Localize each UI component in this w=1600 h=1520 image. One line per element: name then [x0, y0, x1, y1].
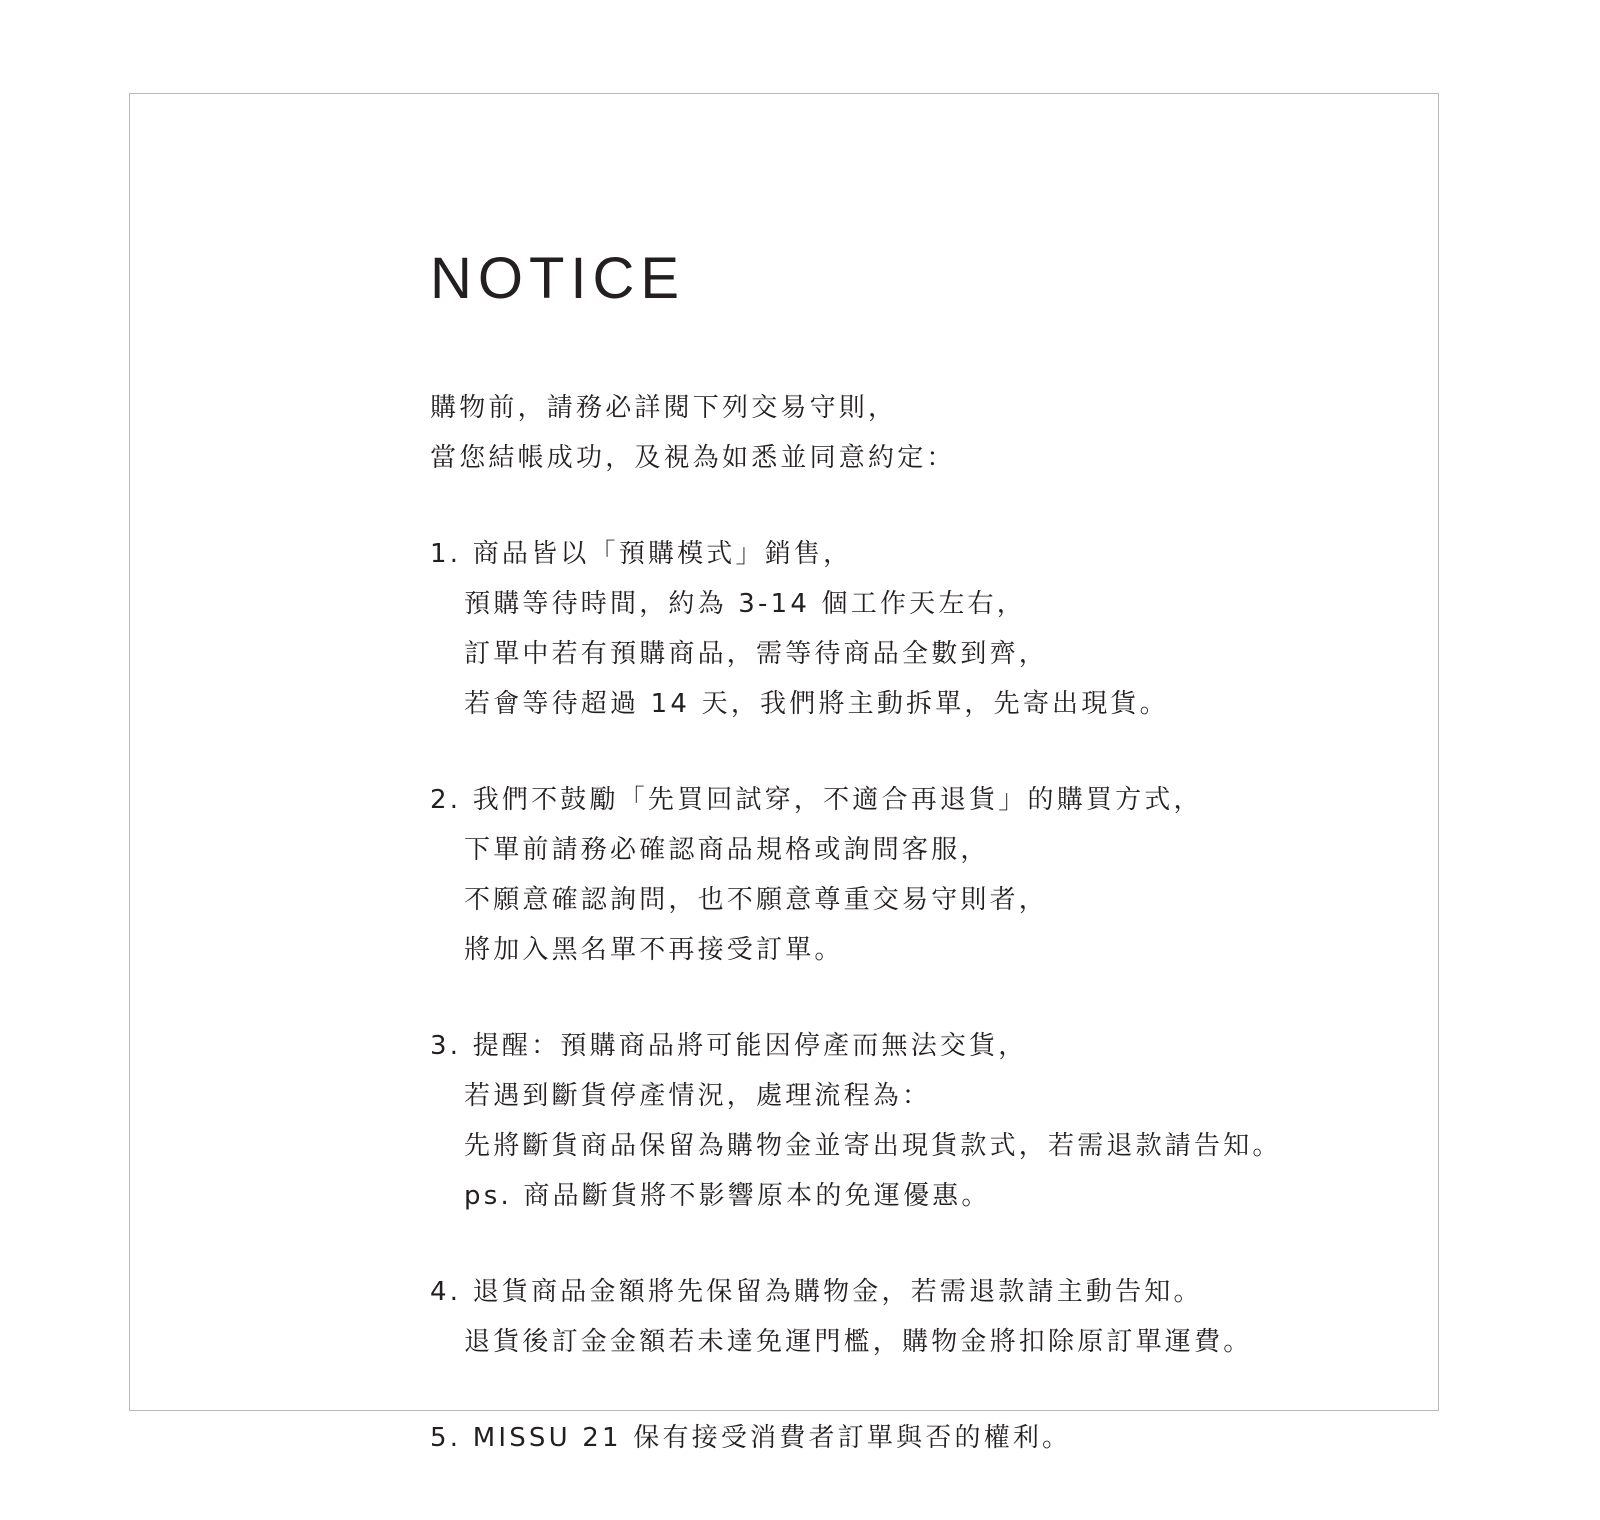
- notice-line: 訂單中若有預購商品，需等待商品全數到齊，: [464, 638, 1049, 669]
- item-number: 3.: [430, 1030, 462, 1061]
- page-title: NOTICE: [430, 246, 686, 311]
- item-text: MISSU 21 保有接受消費者訂單與否的權利。: [472, 1422, 1072, 1453]
- notice-line: 退貨後訂金金額若未達免運門檻，購物金將扣除原訂單運費。: [464, 1326, 1253, 1357]
- item-number: 1.: [430, 538, 462, 569]
- intro-block: [430, 383, 1550, 483]
- notice-line: [430, 529, 1550, 579]
- item-number: 4.: [430, 1276, 462, 1307]
- notice-section-4: [430, 1267, 1550, 1367]
- notice-line: 下單前請務必確認商品規格或詢問客服，: [464, 834, 990, 865]
- notice-frame: [129, 93, 1439, 1453]
- notice-line: 不願意確認詢問，也不願意尊重交易守則者，: [464, 884, 1049, 915]
- item-text: 提醒：預購商品將可能因停產而無法交貨，: [472, 1030, 1028, 1061]
- notice-section-2: [430, 775, 1550, 975]
- notice-section-5: [430, 1413, 1550, 1463]
- notice-line: 若會等待超過 14 天，我們將主動拆單，先寄出現貨。: [464, 688, 1169, 719]
- item-text: 退貨商品金額將先保留為購物金，若需退款請主動告知。: [472, 1276, 1203, 1307]
- notice-line: [430, 775, 1550, 825]
- notice-line: 將加入黑名單不再接受訂單。: [464, 934, 844, 965]
- item-number: 5.: [430, 1422, 462, 1453]
- notice-line: [430, 1413, 1550, 1463]
- notice-line: 預購等待時間，約為 3-14 個工作天左右，: [464, 588, 1026, 619]
- notice-section-3: [430, 1021, 1550, 1221]
- intro-line: 當您結帳成功，及視為如悉並同意約定：: [430, 442, 956, 473]
- notice-line: ps. 商品斷貨將不影響原本的免運優惠。: [464, 1180, 991, 1211]
- notice-line: 若遇到斷貨停產情況，處理流程為：: [464, 1080, 932, 1111]
- item-text: 商品皆以「預購模式」銷售，: [472, 538, 853, 569]
- intro-line: 購物前，請務必詳閱下列交易守則，: [430, 392, 898, 423]
- notice-content: [430, 239, 1550, 1463]
- item-text: 我們不鼓勵「先買回試穿，不適合再退貨」的購買方式，: [472, 784, 1203, 815]
- notice-section-1: [430, 529, 1550, 729]
- item-number: 2.: [430, 784, 462, 815]
- notice-line: [430, 1267, 1550, 1317]
- notice-line: [430, 1021, 1550, 1071]
- notice-line: 先將斷貨商品保留為購物金並寄出現貨款式，若需退款請告知。: [464, 1130, 1282, 1161]
